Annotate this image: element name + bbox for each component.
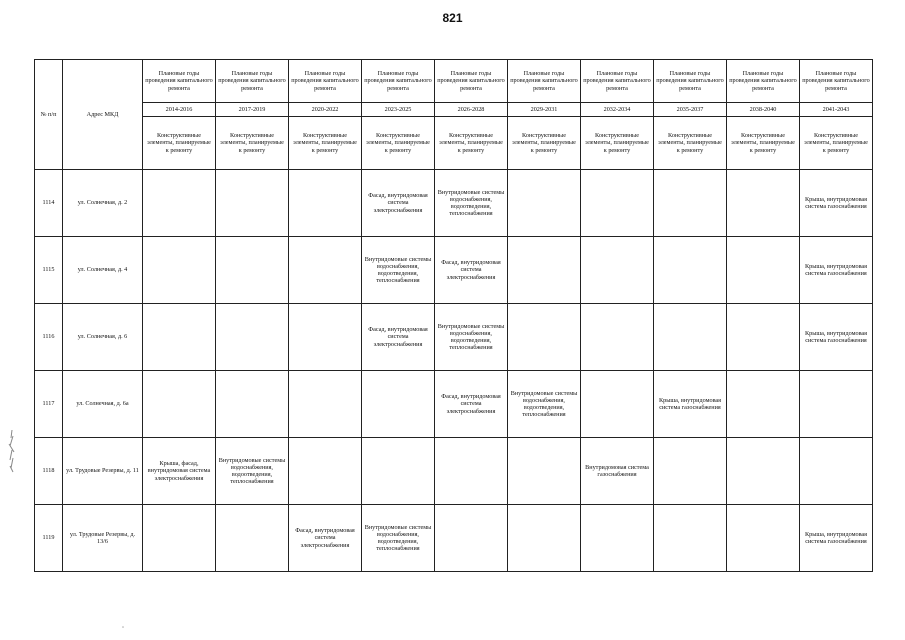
repair-cell <box>216 371 289 438</box>
header-period-title: Плановые годы проведения капитального ремонта <box>508 60 581 103</box>
header-years: 2014-2016 <box>143 103 216 117</box>
repair-cell: Крыша, внутридомовая система газоснабжения <box>800 237 873 304</box>
repair-cell <box>581 237 654 304</box>
repair-cell <box>508 170 581 237</box>
row-number: 1118 <box>35 438 63 505</box>
scan-speck <box>120 624 126 630</box>
repair-cell <box>654 237 727 304</box>
repair-cell <box>143 304 216 371</box>
table-row <box>35 371 873 438</box>
repair-cell <box>216 304 289 371</box>
repair-cell <box>727 371 800 438</box>
header-period-title: Плановые годы проведения капитального ремонта <box>289 60 362 103</box>
header-years: 2017-2019 <box>216 103 289 117</box>
repair-cell <box>508 438 581 505</box>
repair-cell <box>581 371 654 438</box>
repair-cell <box>654 438 727 505</box>
row-address: ул. Солнечная, д. 2 <box>63 170 143 237</box>
header-years: 2029-2031 <box>508 103 581 117</box>
repair-cell: Внутридомовые системы водоснабжения, водоотведения, теплоснабжения <box>362 505 435 572</box>
repair-cell <box>143 371 216 438</box>
header-period-title: Плановые годы проведения капитального ремонта <box>435 60 508 103</box>
repair-cell <box>435 505 508 572</box>
repair-cell: Фасад, внутридомовая система электроснабжения <box>362 304 435 371</box>
row-number: 1116 <box>35 304 63 371</box>
header-elements: Конструктивные элементы, планируемые к ремонту <box>654 117 727 170</box>
repair-cell <box>727 438 800 505</box>
row-number: 1115 <box>35 237 63 304</box>
header-period-title: Плановые годы проведения капитального ремонта <box>362 60 435 103</box>
header-elements: Конструктивные элементы, планируемые к ремонту <box>216 117 289 170</box>
repair-cell <box>289 237 362 304</box>
row-number: 1114 <box>35 170 63 237</box>
repair-cell <box>508 237 581 304</box>
repair-cell: Фасад, внутридомовая система электроснабжения <box>289 505 362 572</box>
repair-cell: Фасад, внутридомовая система электроснабжения <box>362 170 435 237</box>
repair-cell <box>289 438 362 505</box>
header-num: № п/п <box>35 60 63 170</box>
header-years: 2020-2022 <box>289 103 362 117</box>
repair-cell: Крыша, внутридомовая система газоснабжения <box>800 505 873 572</box>
table-row <box>35 237 873 304</box>
scan-margin-mark <box>6 428 18 474</box>
header-period-title: Плановые годы проведения капитального ремонта <box>216 60 289 103</box>
repair-cell <box>435 438 508 505</box>
header-elements: Конструктивные элементы, планируемые к ремонту <box>508 117 581 170</box>
repair-cell: Внутридомовые системы водоснабжения, водоотведения, теплоснабжения <box>216 438 289 505</box>
repair-cell: Внутридомовые системы водоснабжения, водоотведения, теплоснабжения <box>435 170 508 237</box>
repair-cell <box>727 505 800 572</box>
repair-cell <box>581 304 654 371</box>
header-years: 2023-2025 <box>362 103 435 117</box>
header-years: 2026-2028 <box>435 103 508 117</box>
repair-cell <box>216 505 289 572</box>
repair-cell <box>654 505 727 572</box>
header-address: Адрес МКД <box>63 60 143 170</box>
capital-repair-table <box>34 59 873 572</box>
repair-cell: Внутридомовые системы водоснабжения, водоотведения, теплоснабжения <box>362 237 435 304</box>
header-years: 2032-2034 <box>581 103 654 117</box>
repair-cell <box>581 505 654 572</box>
header-row-elements <box>35 117 873 170</box>
row-address: ул. Солнечная, д. 6а <box>63 371 143 438</box>
header-elements: Конструктивные элементы, планируемые к ремонту <box>289 117 362 170</box>
row-address: ул. Трудовые Резервы, д. 13/6 <box>63 505 143 572</box>
repair-cell <box>216 170 289 237</box>
header-years: 2035-2037 <box>654 103 727 117</box>
header-period-title: Плановые годы проведения капитального ремонта <box>800 60 873 103</box>
row-number: 1117 <box>35 371 63 438</box>
page-number: 821 <box>442 11 463 25</box>
repair-cell <box>800 371 873 438</box>
repair-cell: Внутридомовые системы водоснабжения, водоотведения, теплоснабжения <box>435 304 508 371</box>
header-years: 2038-2040 <box>727 103 800 117</box>
repair-cell: Фасад, внутридомовая система электроснабжения <box>435 371 508 438</box>
repair-cell: Крыша, внутридомовая система газоснабжения <box>800 170 873 237</box>
repair-cell: Внутридомовая система газоснабжения <box>581 438 654 505</box>
repair-cell <box>362 371 435 438</box>
repair-cell <box>289 170 362 237</box>
header-elements: Конструктивные элементы, планируемые к ремонту <box>800 117 873 170</box>
header-period-title: Плановые годы проведения капитального ремонта <box>581 60 654 103</box>
repair-cell: Крыша, фасад, внутридомовая система электроснабжения <box>143 438 216 505</box>
row-number: 1119 <box>35 505 63 572</box>
repair-cell <box>362 438 435 505</box>
repair-cell <box>654 170 727 237</box>
repair-cell <box>289 304 362 371</box>
repair-cell <box>289 371 362 438</box>
repair-cell <box>508 304 581 371</box>
header-period-title: Плановые годы проведения капитального ремонта <box>143 60 216 103</box>
repair-cell <box>143 505 216 572</box>
repair-cell <box>216 237 289 304</box>
repair-cell: Крыша, внутридомовая система газоснабжения <box>654 371 727 438</box>
header-elements: Конструктивные элементы, планируемые к ремонту <box>727 117 800 170</box>
header-period-title: Плановые годы проведения капитального ремонта <box>727 60 800 103</box>
table-row <box>35 304 873 371</box>
repair-cell <box>654 304 727 371</box>
header-row-years <box>35 103 873 117</box>
repair-cell <box>727 304 800 371</box>
header-elements: Конструктивные элементы, планируемые к ремонту <box>581 117 654 170</box>
header-elements: Конструктивные элементы, планируемые к ремонту <box>362 117 435 170</box>
header-elements: Конструктивные элементы, планируемые к ремонту <box>435 117 508 170</box>
repair-cell <box>581 170 654 237</box>
table-row <box>35 170 873 237</box>
repair-cell <box>800 438 873 505</box>
repair-cell <box>508 505 581 572</box>
repair-cell <box>143 170 216 237</box>
repair-cell: Крыша, внутридомовая система газоснабжения <box>800 304 873 371</box>
row-address: ул. Солнечная, д. 4 <box>63 237 143 304</box>
table-row <box>35 438 873 505</box>
row-address: ул. Трудовые Резервы, д. 11 <box>63 438 143 505</box>
header-row-periods <box>35 60 873 103</box>
row-address: ул. Солнечная, д. 6 <box>63 304 143 371</box>
header-years: 2041-2043 <box>800 103 873 117</box>
header-elements: Конструктивные элементы, планируемые к ремонту <box>143 117 216 170</box>
repair-cell <box>727 170 800 237</box>
repair-cell: Фасад, внутридомовая система электроснабжения <box>435 237 508 304</box>
table-row <box>35 505 873 572</box>
repair-cell <box>143 237 216 304</box>
header-period-title: Плановые годы проведения капитального ремонта <box>654 60 727 103</box>
repair-cell <box>727 237 800 304</box>
repair-cell: Внутридомовые системы водоснабжения, водоотведения, теплоснабжения <box>508 371 581 438</box>
